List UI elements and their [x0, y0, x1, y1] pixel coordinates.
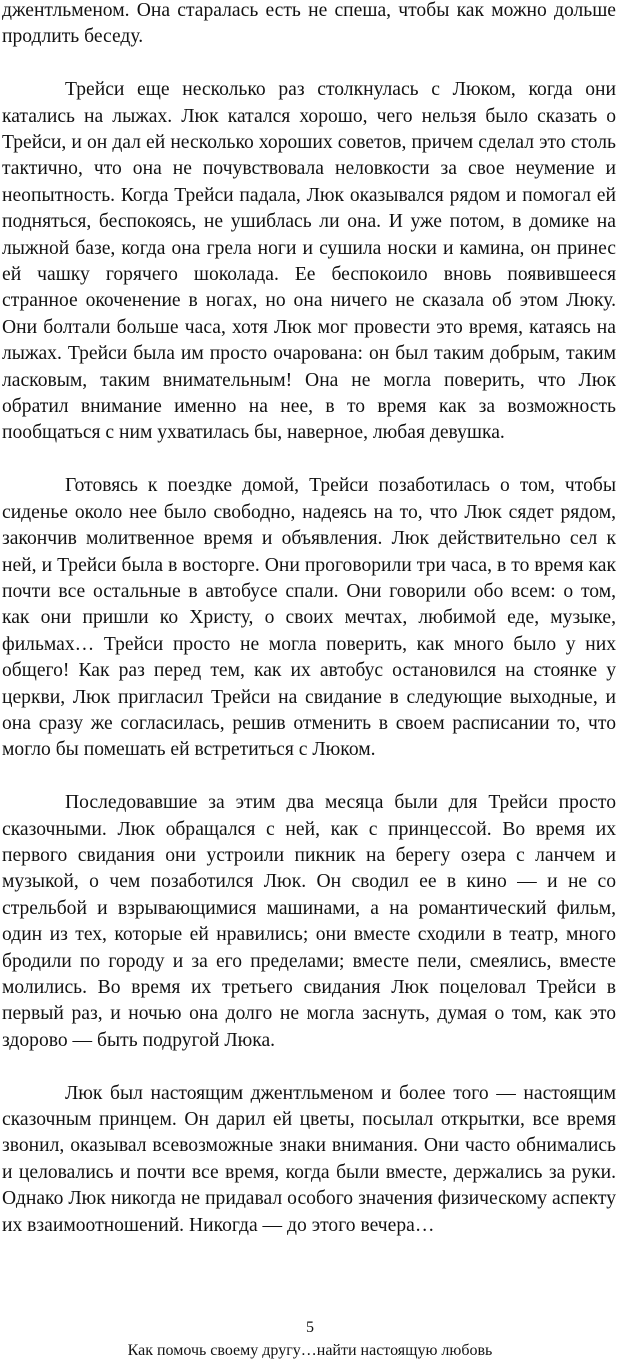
body-text	[2, 0, 616, 1239]
paragraph-continued: джентльменом. Она старалась есть не спеша, чтобы как можно дольше продлить беседу.	[2, 0, 616, 48]
page-number: 5	[306, 1319, 314, 1336]
running-footer: Как помочь своему другу…найти настоящую любовь	[127, 1342, 493, 1359]
paragraph: Последовавшие за этим два месяца были для Трейси просто сказочными. Люк обращался с ней, как с принцессой. Во время их первого свидания они устроили пикник на берегу озера с ланчем и музыкой, о чем позаботился Люк. Он сводил ее в кино — и не со стрельбой и взрывающимися машинами, а на романтический фильм, один из тех, которые ей нравились; они вместе сходили в театр, много бродили по городу и за его пределами; вместе пели, смеялись, вместе молились. Во время их третьего свидания Люк поцеловал Трейси в первый раз, и ночью она долго не могла заснуть, думая о том, как это здорово — быть подругой Люка.	[2, 792, 616, 1051]
paragraph: Готовясь к поездке домой, Трейси позаботилась о том, чтобы сиденье около нее было свободно, надеясь на то, что Люк сядет рядом, закончив молитвенное время и объявления. Люк действительно сел к ней, и Трейси была в восторге. Они проговорили три часа, в то время как почти все остальные в автобусе спали. Они говорили обо всем: о том, как они пришли ко Христу, о своих мечтах, любимой еде, музыке, фильмах… Трейси просто не могла поверить, как много было у них общего! Как раз перед тем, как их автобус остановился на стоянке у церкви, Люк пригласил Трейси на свидание в следующие выходные, и она сразу же согласилась, решив отменить в своем расписании то, что могло бы помешать ей встретиться с Люком.	[2, 475, 616, 761]
paragraph: Люк был настоящим джентльменом и более того — настоящим сказочным принцем. Он дарил ей цветы, посылал открытки, все время звонил, оказывал всевозможные знаки внимания. Они часто обнимались и целовались и почти все время, когда были вместе, держались за руки. Однако Люк никогда не придавал особого значения физическому аспекту их взаимоотношений. Никогда — до этого вечера…	[2, 1082, 616, 1236]
paragraph: Трейси еще несколько раз столкнулась с Люком, когда они катались на лыжах. Люк катался хорошо, чего нельзя было сказать о Трейси, и он дал ей несколько хороших советов, причем сделал это столь тактично, что она не почувствовала неловкости за свое неумение и неопытность. Когда Трейси падала, Люк оказывался рядом и помогал ей подняться, беспокоясь, не ушиблась ли она. И уже потом, в домике на лыжной базе, когда она грела ноги и сушила носки и камина, он принес ей чашку горячего шоколада. Ее беспокоило вновь появившееся странное окоченение в ногах, но она ничего не сказала об этом Люку. Они болтали больше часа, хотя Люк мог провести это время, катаясь на лыжах. Трейси была им просто очарована: он был таким добрым, таким ласковым, таким внимательным! Она не могла поверить, что Люк обратил внимание именно на нее, в то время как за возможность пообщаться с ним ухватилась бы, наверное, любая девушка.	[2, 79, 616, 444]
